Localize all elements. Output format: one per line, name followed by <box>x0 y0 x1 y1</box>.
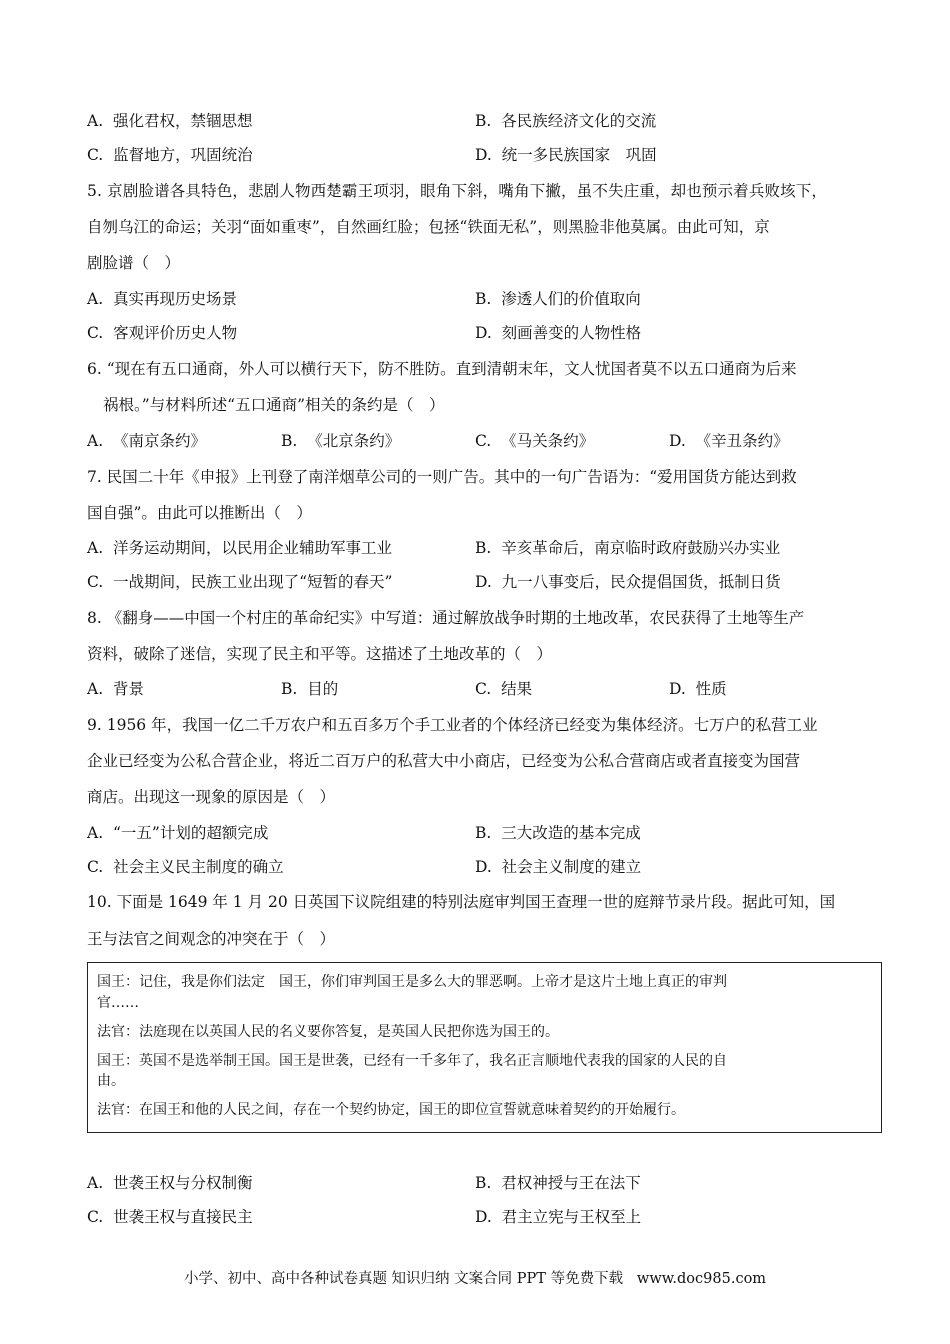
q4-option-d: D. 统一多民族国家 巩固 <box>475 146 657 164</box>
q6-option-b: B. 《北京条约》 <box>281 432 401 450</box>
q5-option-b: B. 渗透人们的价值取向 <box>475 290 641 308</box>
q8-stem-line-1: 8. 《翻身——中国一个村庄的革命纪实》中写道：通过解放战争时期的土地改革，农民获得了土地等生产 <box>87 609 805 627</box>
q10-material-box <box>87 962 882 1133</box>
q9-option-a: A. “一五”计划的超额完成 <box>87 824 269 842</box>
q8-option-d: D. 性质 <box>669 680 727 698</box>
q4-option-b: B. 各民族经济文化的交流 <box>475 112 657 130</box>
q6-option-a: A. 《南京条约》 <box>87 432 206 450</box>
q9-option-c: C. 社会主义民主制度的确立 <box>87 858 284 876</box>
q5-option-a: A. 真实再现历史场景 <box>87 290 237 308</box>
q9-stem-line-1: 9. 1956 年，我国一亿二千万农户和五百多万个手工业者的个体经济已经变为集体经济。七万户的私营工业 <box>87 716 818 734</box>
q7-stem-line-2: 国自强”。由此可以推断出（ ） <box>87 504 312 522</box>
q10-option-b: B. 君权神授与王在法下 <box>475 1174 641 1192</box>
material-line-6: 法官：在国王和他的人民之间，存在一个契约协定，国王的即位宣誓就意味着契约的开始履行。 <box>97 1102 685 1118</box>
q7-option-d: D. 九一八事变后，民众提倡国货，抵制日货 <box>475 573 781 591</box>
q8-option-b: B. 目的 <box>281 680 339 698</box>
q7-option-b: B. 辛亥革命后，南京临时政府鼓励兴办实业 <box>475 539 781 557</box>
q5-option-d: D. 刻画善变的人物性格 <box>475 324 642 342</box>
q8-option-a: A. 背景 <box>87 680 144 698</box>
material-line-1: 国王：记住，我是你们法定 国王，你们审判国王是多么大的罪恶啊。上帝才是这片土地上真正的审判 <box>97 974 727 990</box>
q9-option-d: D. 社会主义制度的建立 <box>475 858 642 876</box>
q4-option-c: C. 监督地方，巩固统治 <box>87 146 253 164</box>
q10-stem-line-2: 王与法官之间观念的冲突在于（ ） <box>87 930 336 948</box>
q9-option-b: B. 三大改造的基本完成 <box>475 824 641 842</box>
q6-stem-line-1: 6. “现在有五口通商，外人可以横行天下，防不胜防。直到清朝末年，文人忧国者莫不以五口通商为后来 <box>87 360 797 378</box>
q10-option-d: D. 君主立宪与王权至上 <box>475 1208 642 1226</box>
q9-stem-line-2: 企业已经变为公私合营企业，将近二百万户的私营大中小商店，已经变为公私合营商店或者直接变为国营 <box>87 752 801 770</box>
q6-option-d: D. 《辛丑条约》 <box>669 432 789 450</box>
q5-stem-line-1: 5. 京剧脸谱各具特色，悲剧人物西楚霸王项羽，眼角下斜，嘴角下撇，虽不失庄重，却也预示着兵败垓下， <box>87 182 828 200</box>
footer-text: 小学、初中、高中各种试卷真题 知识归纳 文案合同 PPT 等免费下载 <box>183 1271 624 1287</box>
q9-stem-line-3: 商店。出现这一现象的原因是（ ） <box>87 788 336 806</box>
q7-stem-line-1: 7. 民国二十年《申报》上刊登了南洋烟草公司的一则广告。其中的一句广告语为：“爱用国货方能达到救 <box>87 468 797 486</box>
q10-option-c: C. 世袭王权与直接民主 <box>87 1208 253 1226</box>
q5-stem-line-2: 自刎乌江的命运；关羽“面如重枣”，自然画红脸；包拯“铁面无私”，则黑脸非他莫属。由此可知，京 <box>87 218 770 236</box>
q8-option-c: C. 结果 <box>475 680 533 698</box>
q7-option-a: A. 洋务运动期间，以民用企业辅助军事工业 <box>87 539 392 557</box>
q10-stem-line-1: 10. 下面是 1649 年 1 月 20 日英国下议院组建的特别法庭审判国王查理一世的庭辩节录片段。据此可知，国 <box>87 893 836 911</box>
material-line-5: 由。 <box>97 1073 125 1089</box>
q7-option-c: C. 一战期间，民族工业出现了“短暂的春天” <box>87 573 393 591</box>
q5-option-c: C. 客观评价历史人物 <box>87 324 238 342</box>
page-footer <box>0 1268 950 1290</box>
q10-option-a: A. 世袭王权与分权制衡 <box>87 1174 253 1192</box>
material-line-4: 国王：英国不是选举制王国。国王是世袭，已经有一千多年了，我名正言顺地代表我的国家的人民的自 <box>97 1053 727 1069</box>
footer-url[interactable]: www.doc985.com <box>636 1271 767 1287</box>
q8-stem-line-2: 资料，破除了迷信，实现了民主和平等。这描述了土地改革的（ ） <box>87 645 553 663</box>
q5-stem-line-3: 剧脸谱（ ） <box>87 254 181 272</box>
material-line-3: 法官：法庭现在以英国人民的名义要你答复，是英国人民把你选为国王的。 <box>97 1024 559 1040</box>
material-line-2: 官…… <box>97 995 139 1011</box>
q6-option-c: C. 《马关条约》 <box>475 432 595 450</box>
q4-option-a: A. 强化君权，禁锢思想 <box>87 112 253 130</box>
q6-stem-line-2: 祸根。”与材料所述“五口通商”相关的条约是（ ） <box>103 396 445 414</box>
